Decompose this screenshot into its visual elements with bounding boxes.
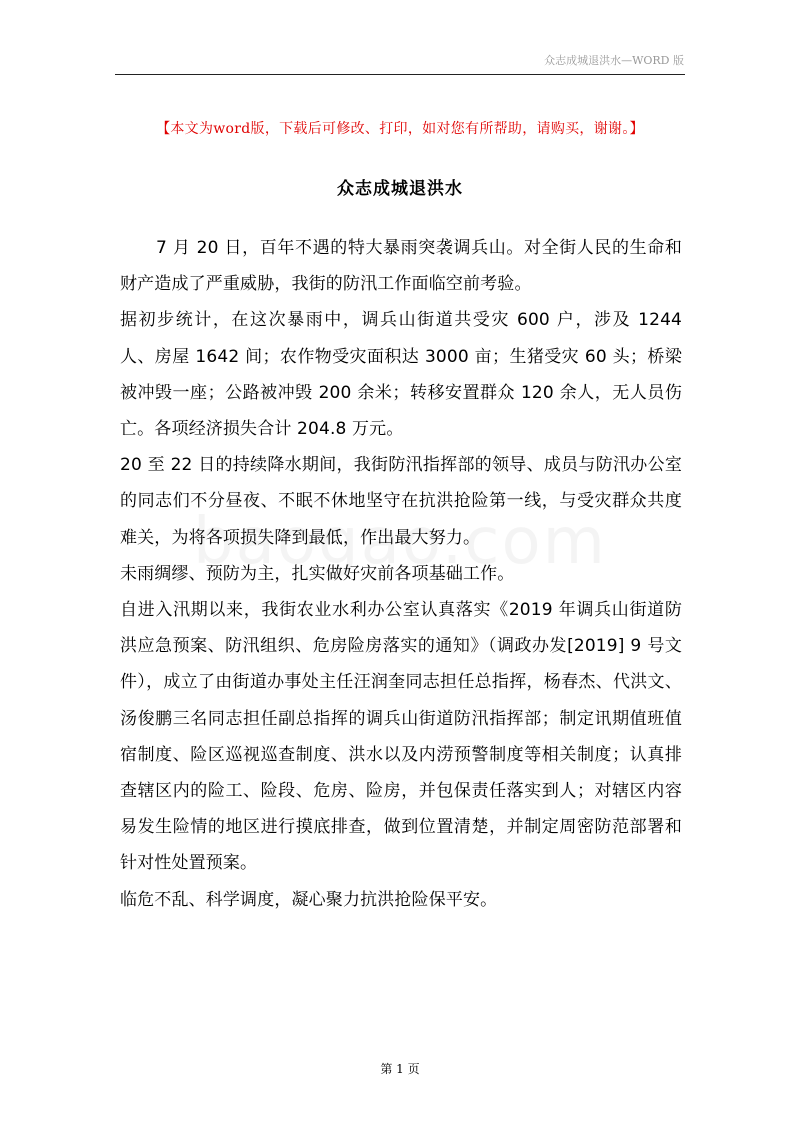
paragraph-heading-dispatch: 临危不乱、科学调度，凝心聚力抗洪抢险保平安。 (120, 889, 498, 910)
header-divider (115, 74, 685, 75)
paragraph-response: 20 至 22 日的持续降水期间，我街防汛指挥部的领导、成员与防汛办公室的同志们不分昼夜、不眠不休地坚守在抗洪抢险第一线，与受灾群众共度难关，为将各项损失降到最低，作出最大努力。 (120, 455, 682, 548)
paragraph-heading-prevention: 未雨绸缪、预防为主，扎实做好灾前各项基础工作。 (120, 563, 515, 584)
document-body (120, 230, 682, 918)
paragraph-intro: 7 月 20 日，百年不遇的特大暴雨突袭调兵山。对全街人民的生命和财产造成了严重威胁，我街的防汛工作面临空前考验。 (120, 238, 682, 295)
download-notice: 【本文为word版，下载后可修改、打印，如对您有所帮助，请购买，谢谢。】 (156, 121, 644, 137)
page-number: 第 1 页 (380, 1062, 420, 1076)
document-title: 众志成城退洪水 (337, 179, 463, 199)
running-header: 众志成城退洪水—WORD 版 (544, 54, 684, 67)
paragraph-preparation: 自进入汛期以来，我街农业水利办公室认真落实《2019 年调兵山街道防洪应急预案、防汛组织、危房险房落实的通知》（调政办发[2019] 9 号文件），成立了由街道办事处主任汪润奎同志担任总指挥，杨春杰、代洪文、汤俊鹏三名同志担任副总指挥的调兵山街道防汛指挥部；制定讯期值班值宿制度、险区巡视巡查制度、洪水以及内涝预警制度等相关制度；认真排查辖区内的险工、险段、危房、险房，并包保责任落实到人；对辖区内容易发生险情的地区进行摸底排查，做到位置清楚，并制定周密防范部署和针对性处置预案。 (120, 600, 682, 874)
paragraph-statistics: 据初步统计，在这次暴雨中，调兵山街道共受灾 600 户，涉及 1244 人、房屋 1642 间；农作物受灾面积达 3000 亩；生猪受灾 60 头；桥梁被冲毁一座；公路被冲毁 200 余米；转移安置群众 120 余人，无人员伤亡。各项经济损失合计 204.8 万元。 (120, 310, 682, 440)
